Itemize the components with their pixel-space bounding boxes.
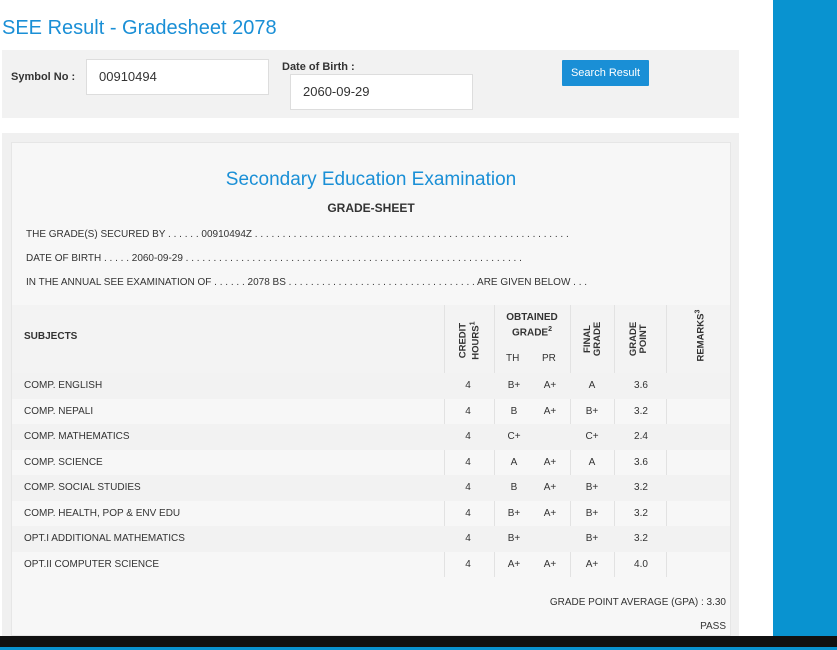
final-grade: A <box>588 456 596 468</box>
grade-point: 3.2 <box>634 533 648 544</box>
credit-hours: 4 <box>465 380 471 391</box>
pr-grade: A+ <box>543 507 557 519</box>
header-th: TH <box>506 353 520 364</box>
grade-point: 3.2 <box>634 405 648 417</box>
gradesheet-title: GRADE-SHEET <box>327 201 415 215</box>
gradesheet <box>11 142 731 636</box>
header-remarks: REMARKS$^3$ <box>694 309 707 362</box>
pr-grade: A+ <box>543 405 557 417</box>
symbol-label: Symbol No : <box>11 71 76 83</box>
grade-point: 3.6 <box>634 456 648 468</box>
exam-title: Secondary Education Examination <box>225 169 517 190</box>
final-grade: B+ <box>585 533 599 544</box>
grade-point: 4.0 <box>634 558 648 570</box>
final-grade: B+ <box>585 405 599 417</box>
th-grade: B+ <box>507 533 521 544</box>
table-row <box>12 424 730 450</box>
subject-rows <box>12 373 730 577</box>
page-title: SEE Result - Gradesheet 2078 <box>2 17 277 39</box>
search-result-button[interactable]: Search Result <box>562 60 649 86</box>
credit-hours: 4 <box>465 456 471 468</box>
subject-name: COMP. SCIENCE <box>24 456 103 468</box>
subject-name: COMP. MATHEMATICS <box>24 431 130 442</box>
grade-point: 3.6 <box>634 380 648 391</box>
table-row <box>12 450 730 476</box>
header-subjects: SUBJECTS <box>24 331 78 342</box>
exam-year-line: IN THE ANNUAL SEE EXAMINATION OF . . . . . . 2078 BS . . . . . . . . . . . . . . . . . . . . . . . . . . . . . . . . . . ARE GIVEN BELOW . . . <box>26 277 588 288</box>
th-grade: B+ <box>507 380 521 391</box>
subject-name: COMP. SOCIAL STUDIES <box>24 482 141 493</box>
subject-name: OPT.I ADDITIONAL MATHEMATICS <box>24 533 185 544</box>
symbol-input[interactable]: 00910494 <box>86 59 269 95</box>
th-grade: B <box>510 482 518 493</box>
table-row <box>12 475 730 501</box>
final-grade: B+ <box>585 482 599 493</box>
final-grade: A+ <box>585 558 599 570</box>
credit-hours: 4 <box>465 405 471 417</box>
pr-grade: A+ <box>543 380 557 391</box>
credit-hours: 4 <box>465 558 471 570</box>
gradesheet-container <box>2 133 739 636</box>
subject-name: COMP. ENGLISH <box>24 380 103 391</box>
th-grade: B <box>510 405 518 417</box>
student-dob-line: DATE OF BIRTH . . . . . 2060-09-29 . . . . . . . . . . . . . . . . . . . . . . . . . . . . . . . . . . . . . . . . . . . . . . . . . . . . . . . . . . . . . <box>26 253 522 264</box>
table-row <box>12 373 730 399</box>
table-header <box>12 305 730 373</box>
subject-name: COMP. HEALTH, POP & ENV EDU <box>24 507 181 519</box>
final-grade: C+ <box>585 431 599 442</box>
credit-hours: 4 <box>465 431 471 442</box>
search-panel <box>2 50 739 118</box>
th-grade: C+ <box>507 431 521 442</box>
subject-name: COMP. NEPALI <box>24 405 94 417</box>
table-row <box>12 399 730 425</box>
header-obtained-grade: OBTAINED GRADE$^2$ <box>506 312 558 339</box>
pr-grade: A+ <box>543 456 557 468</box>
th-grade: A+ <box>507 558 521 570</box>
header-pr: PR <box>542 353 556 364</box>
final-grade: B+ <box>585 507 599 519</box>
grade-point: 3.2 <box>634 482 648 493</box>
table-row <box>12 552 730 578</box>
result-status: PASS <box>700 621 726 632</box>
final-grade: A <box>588 380 596 391</box>
credit-hours: 4 <box>465 482 471 493</box>
dob-input[interactable]: 2060-09-29 <box>290 74 473 110</box>
credit-hours: 4 <box>465 533 471 544</box>
th-grade: B+ <box>507 507 521 519</box>
pr-grade: A+ <box>543 558 557 570</box>
th-grade: A <box>510 456 518 468</box>
header-grade-point: GRADE POINT <box>628 321 649 357</box>
grade-point: 2.4 <box>634 431 648 442</box>
table-row <box>12 501 730 527</box>
table-row <box>12 526 730 552</box>
gpa-summary: GRADE POINT AVERAGE (GPA) : 3.30 <box>549 597 726 608</box>
pr-grade: A+ <box>543 482 557 493</box>
header-final-grade: FINAL GRADE <box>582 321 603 357</box>
credit-hours: 4 <box>465 507 471 519</box>
grade-point: 3.2 <box>634 507 648 519</box>
dob-label: Date of Birth : <box>282 61 355 73</box>
header-credit-hours: CREDIT HOURS$^1$ <box>457 321 482 360</box>
subject-name: OPT.II COMPUTER SCIENCE <box>24 558 160 570</box>
student-symbol-line: THE GRADE(S) SECURED BY . . . . . . 00910494Z . . . . . . . . . . . . . . . . . . . . . . . . . . . . . . . . . . . . . . . . . . . . . . . . . . . . . . . . . <box>26 229 569 240</box>
side-strip <box>773 0 837 650</box>
bottom-bar <box>0 636 837 650</box>
